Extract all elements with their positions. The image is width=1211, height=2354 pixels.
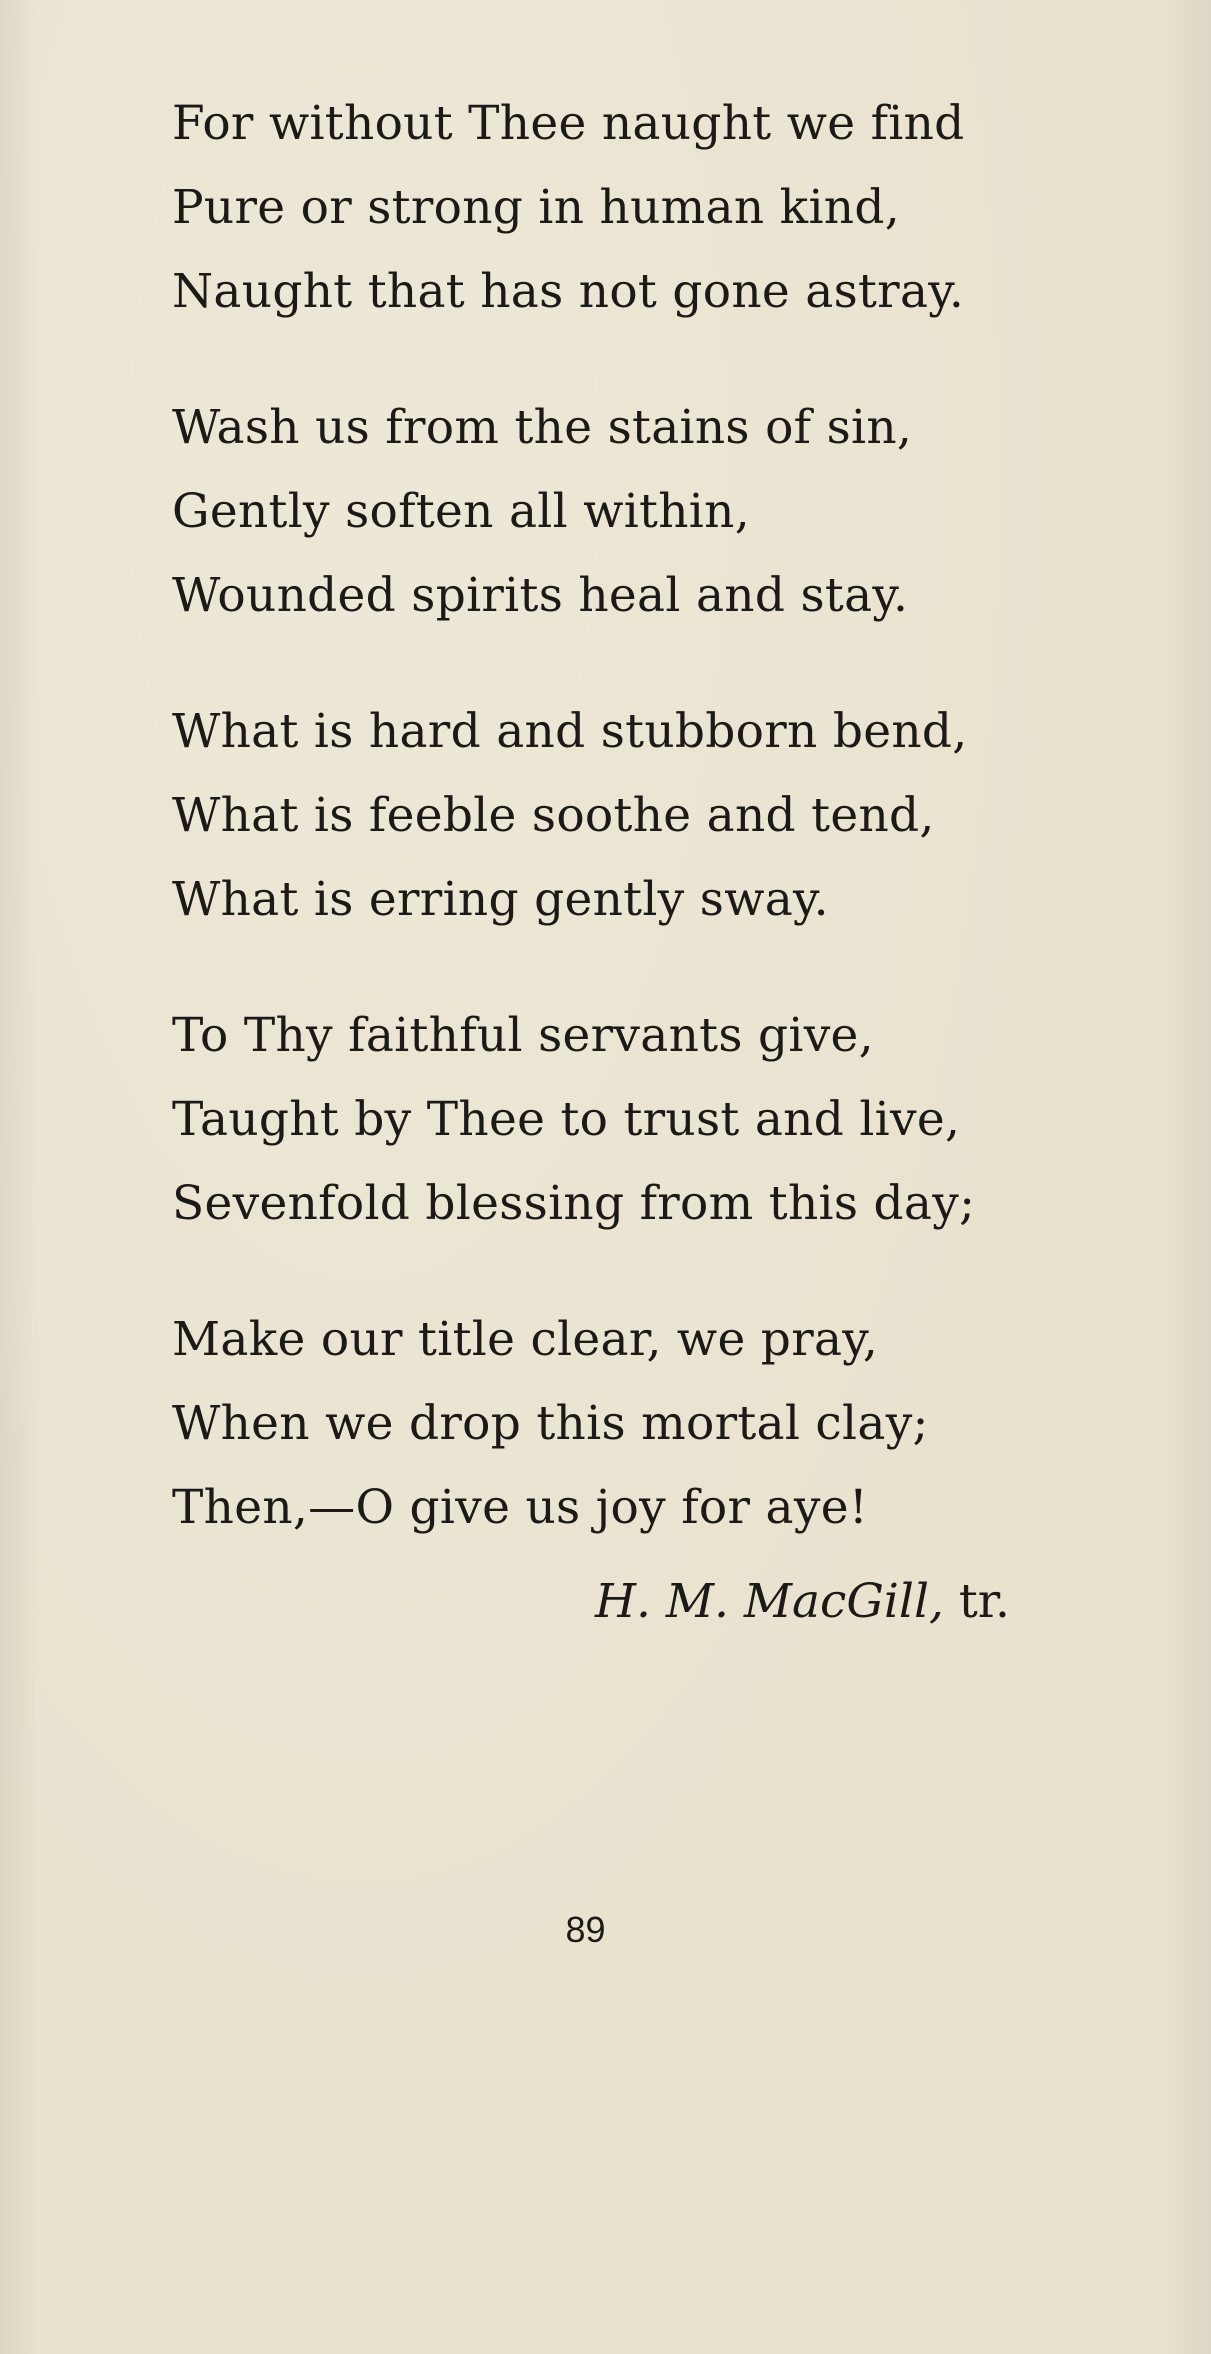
poem-line: To Thy faithful servants give, — [172, 1008, 874, 1063]
stanza — [172, 1298, 1072, 1550]
translator-suffix: tr. — [943, 1574, 1010, 1629]
poem-line: Pure or strong in human kind, — [172, 180, 900, 235]
poem-line: What is hard and stubborn bend, — [172, 704, 968, 759]
stanza — [172, 82, 1072, 334]
poem-line: Then,—O give us joy for aye! — [172, 1480, 869, 1535]
poem-line: When we drop this mortal clay; — [172, 1396, 929, 1451]
poem-line: What is feeble soothe and tend, — [172, 788, 935, 843]
translator-name: H. M. MacGill, — [595, 1574, 944, 1629]
poem-line: Naught that has not gone astray. — [172, 264, 965, 319]
poem-line: For without Thee naught we find — [172, 96, 965, 151]
stanza — [172, 386, 1072, 638]
poem-line: Wash us from the stains of sin, — [172, 400, 913, 455]
poem-line: Taught by Thee to trust and live, — [172, 1092, 961, 1147]
stanza — [172, 690, 1072, 942]
poem-line: Make our title clear, we pray, — [172, 1312, 879, 1367]
page-number: 89 — [565, 1909, 606, 1950]
poem-line: Gently soften all within, — [172, 484, 750, 539]
poem-line: Sevenfold blessing from this day; — [172, 1176, 976, 1231]
translator-attribution — [0, 1560, 1010, 1644]
poem-line: Wounded spirits heal and stay. — [172, 568, 909, 623]
poem-line: What is erring gently sway. — [172, 872, 829, 927]
stanza — [172, 994, 1072, 1246]
